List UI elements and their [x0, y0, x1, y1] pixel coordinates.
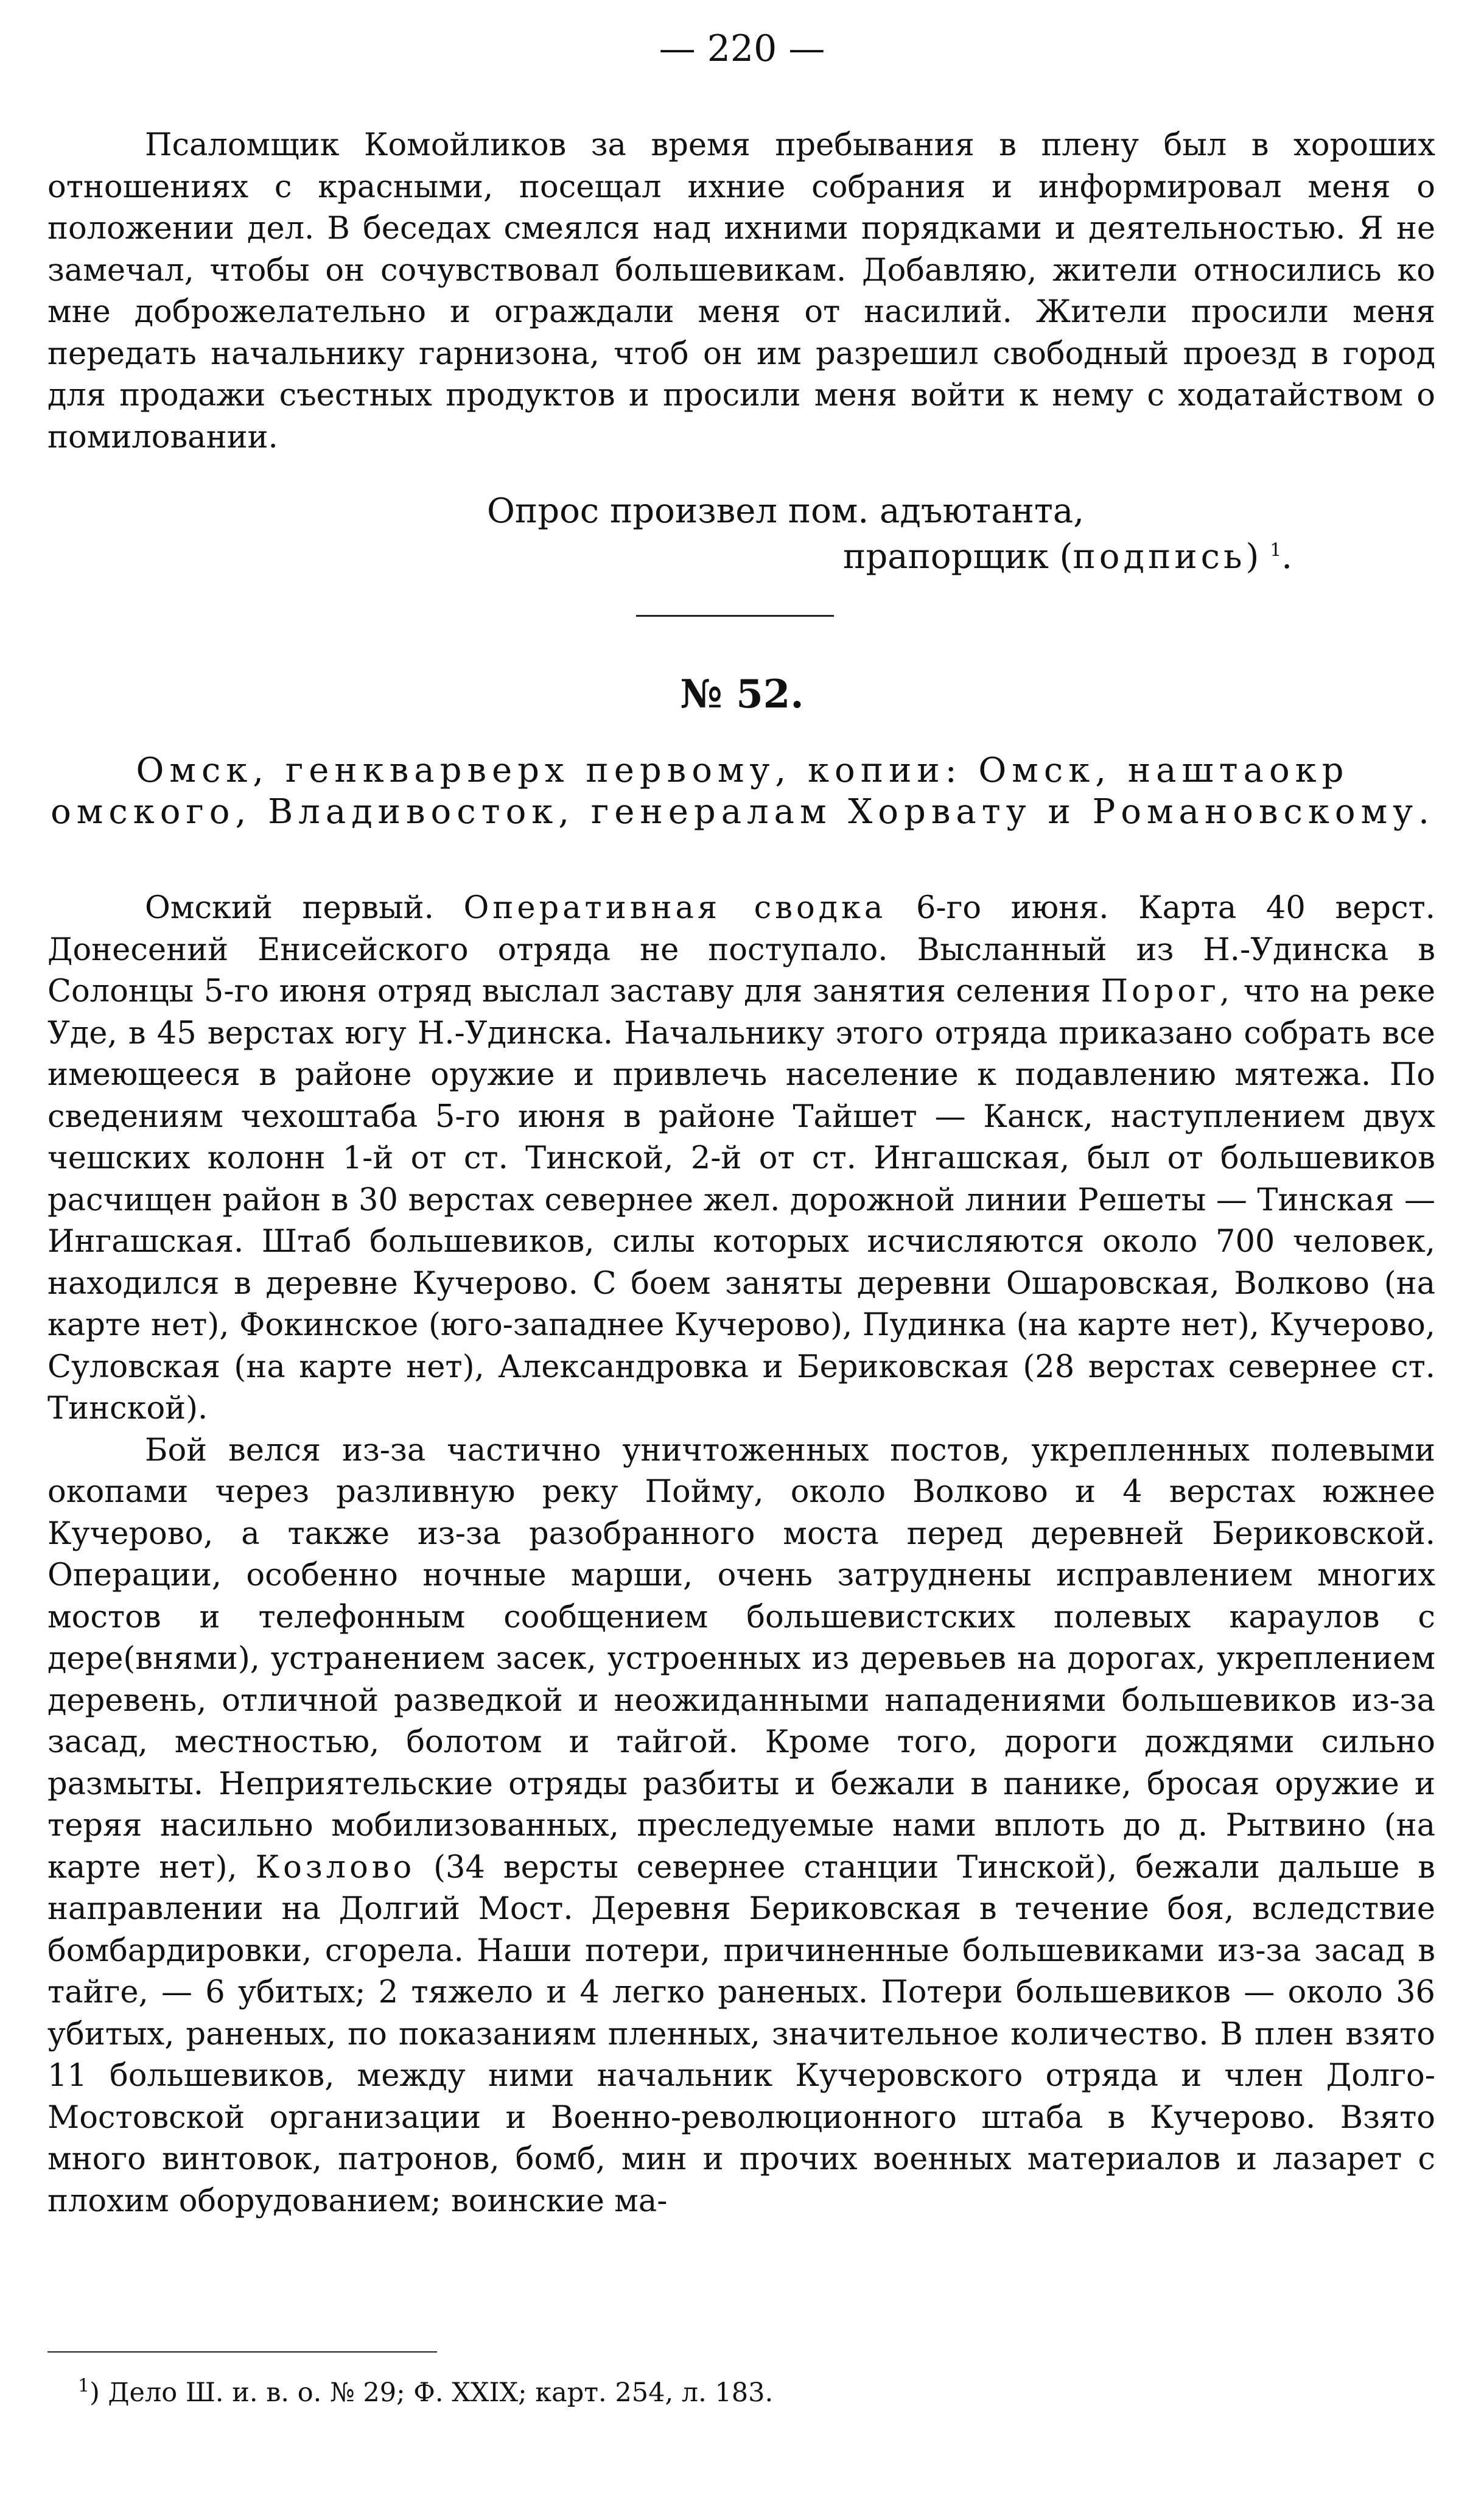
section-divider: [636, 615, 834, 617]
document-number: № 52.: [680, 672, 804, 717]
body-text-2a: Бой велся из-за частично уничтоженных постов, укрепленных полевыми окопами через разливную реку Пойму, около Волково и 4 верстах южнее Кучерово, а также из-за разобранного моста перед деревней Бериковской. Операции, особенно ночные марши, очень затруднены исправлением многих мостов и телефонным сообщением большевистских полевых караулов с дере(внями), устранением засек, устроенных из деревьев на дорогах, укреплением деревень, отличной разведкой и неожиданными нападениями большевиков из-за засад, местностью, болотом и тайгой. Кроме того, дороги дождями сильно размыты. Неприятельские отряды разбиты и бежали в панике, бросая оружие и теряя насильно мобилизованных, преследуемые нами вплоть до д. Рытвино (на карте нет),: [47, 1432, 1435, 1886]
signature-line-1: Опрос произвел пом. адъютанта,: [487, 491, 1085, 531]
body-text-2b: (34 версты севернее станции Тинской), бежали дальше в направлении на Долгий Мост. Деревня Бериковская в течение боя, вследствие бомбардировки, сгорела. Наши потери, причиненные большевиками из-за засад в тайге, — 6 убитых; 2 тяжело и 4 легко раненых. Потери большевиков — около 36 убитых, раненых, по показаниям пленных, значительное количество. В плен взято 11 большевиков, между ними начальник Кучеровского отряда и член Долго-Мостовской организации и Военно-революционного штаба в Кучерово. Взято много винтовок, патронов, бомб, мин и прочих военных материалов и лазарет с плохим оборудованием; воинские ма-: [47, 1849, 1436, 2219]
body-paragraph-1: [47, 888, 1435, 1430]
signature-suffix: ): [1245, 537, 1259, 577]
body-text-1a: 6-го июня. Карта 40 верст. Донесений Енисейского отряда не поступало. Высланный из Н.-Удинска в Солонцы 5-го июня отряд выслал заставу для занятия селения: [47, 890, 1435, 1009]
footnote-text: ) Дело Ш. и. в. о. № 29; Ф. XXIX; карт. 254, л. 183.: [89, 2377, 774, 2408]
body-text-1b: что на реке Уде, в 45 верстах югу Н.-Удинска. Начальнику этого отряда приказано собрать все имеющееся в районе оружие и привлечь население к подавлению мятежа. По сведениям чехоштаба 5-го июня в районе Тайшет — Канск, наступлением двух чешских колонн 1-й от ст. Тинской, 2-й от ст. Ингашская, был от большевиков расчищен район в 30 верстах севернее жел. дорожной линии Решеты — Тинская — Ингашская. Штаб большевиков, силы которых исчисляются около 700 человек, находился в деревне Кучерово. С боем заняты деревни Ошаровская, Волково (на карте нет), Фокинское (юго-западнее Кучерово), Пудинка (на карте нет), Кучерово, Суловская (на карте нет), Александровка и Бериковская (28 верстах севернее ст. Тинской).: [47, 974, 1435, 1426]
signature-line-2: [843, 536, 1292, 578]
body-paragraph-2: [47, 1430, 1435, 2223]
body-spaced-1: Оперативная сводка: [463, 890, 887, 926]
page-number: — 220 —: [659, 27, 825, 70]
signature-end: .: [1281, 537, 1293, 577]
footnote-ref: 1: [78, 2375, 90, 2397]
top-paragraph: Псаломщик Комойликов за время пребывания в плену был в хороших отношениях с красными, посещал ихние собрания и информировал меня о положении дел. В беседах смеялся над ихними порядками и деятельностью. Я не замечал, чтобы он сочувствовал большевикам. Добавляю, жители относились ко мне доброжелательно и ограждали меня от насилий. Жители просили меня передать начальнику гарнизона, чтоб он им разрешил свободный проезд в город для продажи съестных продуктов и просили меня войти к нему с ходатайством о помиловании.: [47, 127, 1435, 455]
footnote-divider: [47, 2351, 437, 2353]
body-spaced-2: Порог,: [1101, 974, 1234, 1009]
signature-prefix: прапорщик (: [843, 537, 1073, 577]
body-intro: Омский первый.: [145, 890, 434, 926]
top-paragraph-block: [47, 125, 1435, 458]
signature-footnote-ref: 1: [1270, 539, 1282, 561]
footnote: [78, 2374, 1405, 2411]
signature-spaced: подпись: [1073, 537, 1246, 577]
address-heading: Омск, генкварверх первому, копии: Омск, наштаокр омского, Владивосток, генералам Хорвату и Романовскому.: [51, 751, 1435, 832]
body-spaced-3: Козлово: [255, 1849, 416, 1886]
body-block: [47, 888, 1435, 2222]
